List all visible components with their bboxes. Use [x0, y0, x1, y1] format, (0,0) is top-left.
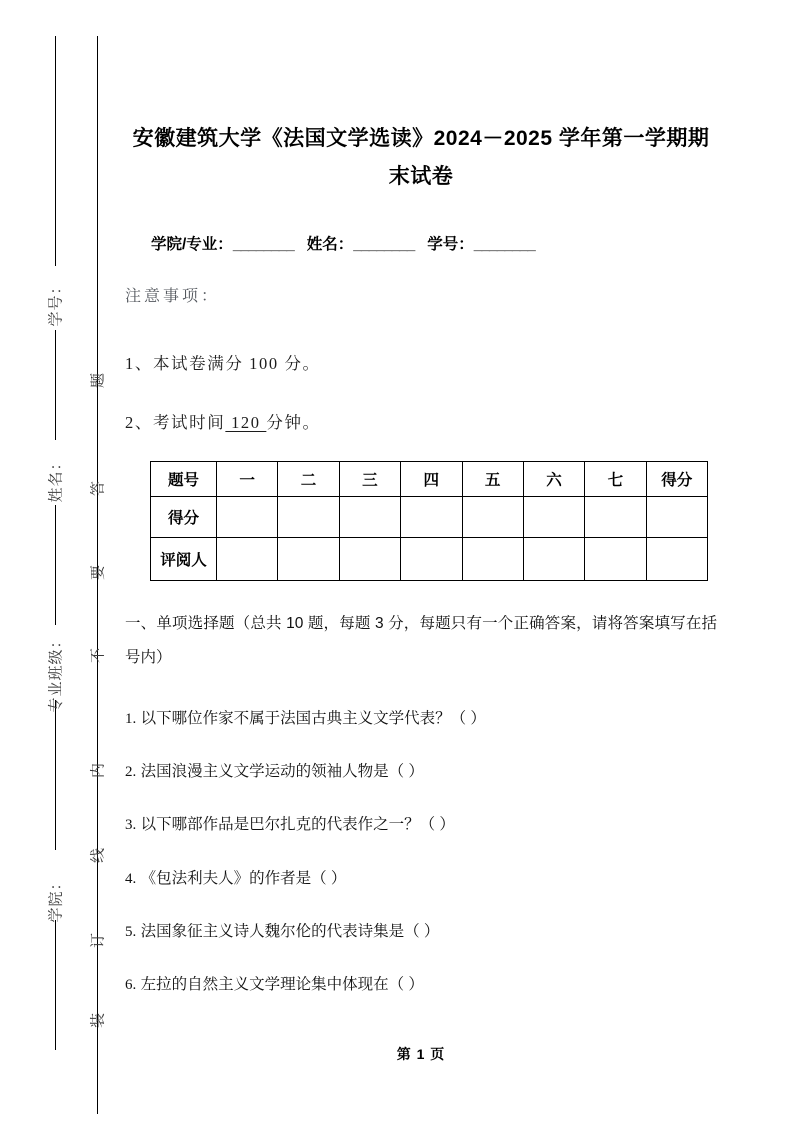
score-table-col-2: 二 — [278, 462, 339, 497]
question-2-number: 2. — [125, 764, 137, 780]
notice-item-2-suffix: 分钟。 — [266, 413, 321, 432]
score-table-col-5: 五 — [462, 462, 523, 497]
question-3-text: 以下哪部作品是巴尔扎克的代表作之一？（ ） — [140, 816, 455, 833]
seal-char-6: 线 — [90, 848, 107, 864]
sealing-line-outer-rule-1 — [55, 36, 56, 266]
grader-cell-5[interactable] — [462, 538, 523, 581]
seal-char-2: 答 — [90, 481, 107, 497]
exam-paper-body — [125, 0, 725, 1122]
table-row-grader — [151, 538, 708, 581]
question-2 — [125, 759, 424, 781]
score-table-row-label-2: 评阅人 — [151, 538, 217, 581]
college-major-label: 学院/专业： — [151, 236, 233, 253]
question-6-number: 6. — [125, 977, 137, 993]
table-row-header — [151, 462, 708, 497]
question-3-number: 3. — [125, 817, 137, 833]
seal-field-name: 姓名： — [48, 454, 65, 503]
score-table-col-1: 一 — [217, 462, 278, 497]
question-1-number: 1. — [125, 711, 137, 727]
score-table-col-3: 三 — [339, 462, 400, 497]
notice-item-1-text: 1、本试卷满分 100 分。 — [125, 354, 321, 373]
name-blank[interactable]: ________ — [353, 236, 415, 253]
question-4-number: 4. — [125, 871, 137, 887]
question-3 — [125, 812, 455, 834]
notice-item-2-prefix: 2、考试时间 — [125, 413, 226, 432]
seal-char-1: 题 — [90, 373, 107, 389]
question-2-text: 法国浪漫主义文学运动的领袖人物是（ ） — [140, 763, 424, 780]
exam-duration-value: 120 — [225, 413, 267, 432]
question-5-text: 法国象征主义诗人魏尔伦的代表诗集是（ ） — [140, 923, 440, 940]
grader-cell-2[interactable] — [278, 538, 339, 581]
question-6-text: 左拉的自然主义文学理论集中体现在（ ） — [140, 976, 424, 993]
score-table-col-6: 六 — [523, 462, 584, 497]
sealing-line-margin — [0, 0, 115, 1122]
score-cell-2[interactable] — [278, 497, 339, 538]
seal-char-8: 装 — [90, 1013, 107, 1029]
score-cell-3[interactable] — [339, 497, 400, 538]
question-4-text: 《包法利夫人》的作者是（ ） — [140, 870, 347, 887]
student-info-line — [151, 232, 721, 254]
seal-char-4: 不 — [90, 648, 107, 664]
question-1 — [125, 706, 486, 728]
college-major-blank[interactable]: ________ — [232, 236, 294, 253]
question-4 — [125, 866, 346, 888]
grader-cell-total[interactable] — [646, 538, 707, 581]
notice-item-1 — [125, 350, 321, 374]
grader-cell-7[interactable] — [585, 538, 646, 581]
question-6 — [125, 972, 424, 994]
question-5-number: 5. — [125, 924, 137, 940]
table-row-score — [151, 497, 708, 538]
seal-field-student-id: 学号： — [48, 278, 65, 327]
score-table-col-7: 七 — [585, 462, 646, 497]
seal-field-class: 专业班级： — [48, 632, 65, 713]
score-cell-5[interactable] — [462, 497, 523, 538]
student-id-label: 学号： — [427, 236, 474, 253]
score-cell-7[interactable] — [585, 497, 646, 538]
score-table-col-4: 四 — [401, 462, 462, 497]
score-cell-1[interactable] — [217, 497, 278, 538]
grader-cell-3[interactable] — [339, 538, 400, 581]
grader-cell-4[interactable] — [401, 538, 462, 581]
name-label: 姓名： — [306, 236, 354, 253]
score-cell-total[interactable] — [646, 497, 707, 538]
question-1-text: 以下哪位作家不属于法国古典主义文学代表？（ ） — [140, 710, 486, 727]
page-title: 安徽建筑大学《法国文学选读》2024－2025 学年第一学期期末试卷 — [132, 127, 710, 188]
question-5 — [125, 919, 439, 941]
score-cell-6[interactable] — [523, 497, 584, 538]
score-cell-4[interactable] — [401, 497, 462, 538]
grader-cell-1[interactable] — [217, 538, 278, 581]
seal-char-3: 要 — [90, 565, 107, 581]
score-table-col-total: 得分 — [646, 462, 707, 497]
seal-field-college: 学院： — [48, 874, 65, 923]
page-footer: 第 1 页 — [396, 1046, 446, 1062]
score-table-row-label-0: 题号 — [151, 462, 217, 497]
section-heading: 一、单项选择题（总共 10 题，每题 3 分，每题只有一个正确答案，请将答案填写在括号内） — [125, 615, 717, 666]
grader-cell-6[interactable] — [523, 538, 584, 581]
student-id-blank[interactable]: ________ — [473, 236, 535, 253]
score-table-row-label-1: 得分 — [151, 497, 217, 538]
notice-item-2 — [125, 409, 321, 433]
score-table — [150, 461, 708, 581]
notice-heading: 注意事项： — [125, 288, 221, 305]
seal-char-7: 订 — [90, 933, 107, 949]
seal-char-5: 内 — [90, 763, 107, 779]
